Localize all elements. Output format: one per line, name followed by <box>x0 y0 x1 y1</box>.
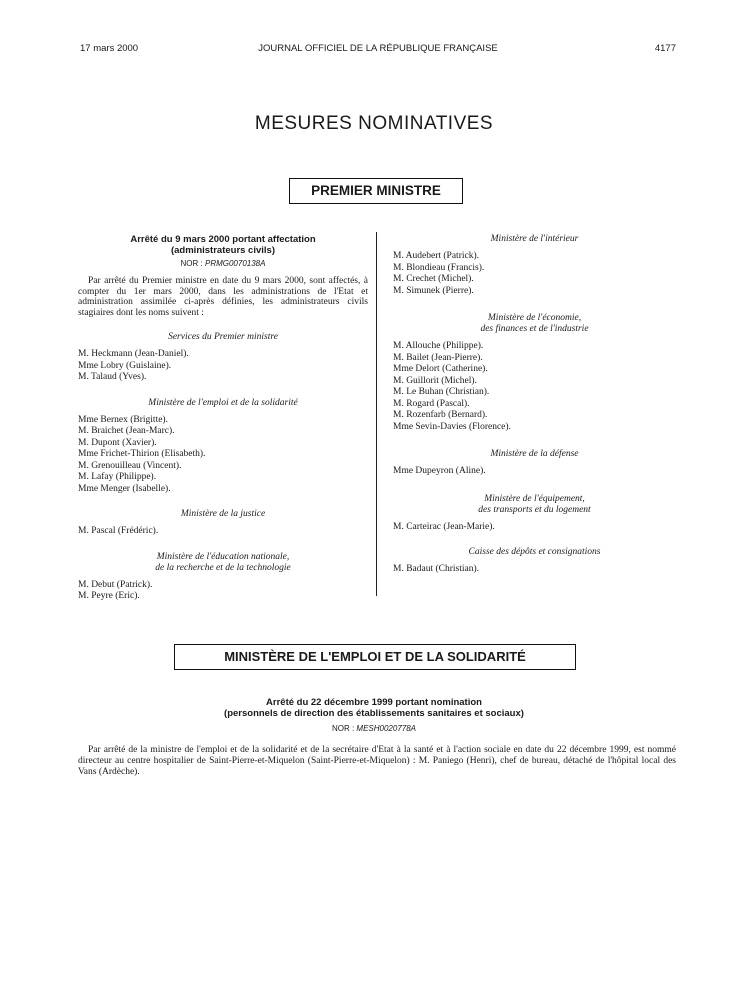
name-list <box>393 466 676 478</box>
name-list <box>393 522 676 534</box>
second-arrete-body: Par arrêté de la ministre de l'emploi et de la solidarité et de la secrétaire d'Etat à la santé et à l'action sociale en date du 22 décembre 1999, est nommé directeur au centre hospitalier de Saint-Pierre-et-Miquelon (Saint-Pierre-et-Miquelon) : M. Paniego (Henri), chef de bureau, détaché de l'hôpital local des Vans (Ardèche). <box>78 745 676 777</box>
name-list <box>78 415 368 496</box>
arrete-title-line-2: (administrateurs civils) <box>170 245 275 256</box>
second-nor-label: NOR : <box>331 724 357 733</box>
name-list <box>393 564 676 576</box>
section-title <box>393 547 676 558</box>
column-divider <box>376 232 377 596</box>
section-title <box>393 449 676 460</box>
list-item: M. Allouche (Philippe). <box>393 341 484 351</box>
nor-code: PRMG0070138A <box>204 259 266 268</box>
list-item: M. Blondieau (Francis). <box>393 262 485 273</box>
header-date: 17 mars 2000 <box>80 43 139 54</box>
arrete-title <box>78 234 368 256</box>
section-title-line: Caisse des dépôts et consignations <box>468 547 601 557</box>
name-list <box>78 526 368 538</box>
section-title-line: Ministère de l'équipement, <box>484 493 585 504</box>
name-list <box>393 341 676 433</box>
arrete-body: Par arrêté du Premier ministre en date du 9 mars 2000, sont affectés, à compter du 1er mars 2000, dans les administrations de l'Etat et administration assimilée ci-après définies, les administrateurs civils stagiaires dont les noms suivent : <box>78 276 368 318</box>
list-item: M. Peyre (Eric). <box>78 591 140 601</box>
list-item: M. Grenouilleau (Vincent). <box>78 460 182 471</box>
list-item: M. Dupont (Xavier). <box>78 437 157 448</box>
section-title <box>78 332 368 343</box>
section-title-line: Ministère de l'intérieur <box>490 234 579 244</box>
arrete-title-line-1: Arrêté du 9 mars 2000 portant affectation <box>130 234 316 245</box>
list-item: M. Carteirac (Jean-Marie). <box>393 521 495 532</box>
list-item: Mme Lobry (Guislaine). <box>78 360 172 371</box>
list-item: M. Pascal (Frédéric). <box>78 526 159 536</box>
nor-label: NOR : <box>180 259 205 268</box>
list-item: M. Crechet (Michel). <box>393 274 474 284</box>
section-title-line: Ministère de l'économie, <box>487 313 582 323</box>
list-item: M. Debut (Patrick). <box>78 579 153 590</box>
section-box-ministere-emploi: MINISTÈRE DE L'EMPLOI ET DE LA SOLIDARITÉ <box>174 644 576 670</box>
section-title <box>78 509 368 520</box>
list-item: M. Bailet (Jean-Pierre). <box>393 352 483 363</box>
section-title-line: Ministère de l'éducation nationale, <box>156 551 290 562</box>
page-title: MESURES NOMINATIVES <box>254 113 494 134</box>
second-arrete-title-line-1: Arrêté du 22 décembre 1999 portant nomination <box>266 697 482 708</box>
list-item: M. Talaud (Yves). <box>78 372 147 382</box>
list-item: M. Lafay (Philippe). <box>78 472 157 482</box>
left-column <box>78 234 368 603</box>
list-item: M. Le Buhan (Christian). <box>393 387 490 397</box>
list-item: Mme Frichet-Thirion (Elisabeth). <box>78 449 206 459</box>
section-title <box>78 398 368 409</box>
list-item: Mme Menger (Isabelle). <box>78 483 171 494</box>
section-title-line: Ministère de la défense <box>490 449 579 459</box>
name-list <box>78 580 368 603</box>
list-item: M. Audebert (Patrick). <box>393 251 480 261</box>
list-item: Mme Delort (Catherine). <box>393 364 488 374</box>
section-title <box>78 552 368 574</box>
second-nor-reference <box>0 724 748 733</box>
second-arrete-title-line-2: (personnels de direction des établissements sanitaires et sociaux) <box>224 708 524 719</box>
section-title-line: des finances et de l'industrie <box>480 324 589 334</box>
name-list <box>78 349 368 384</box>
section-box-premier-ministre: PREMIER MINISTRE <box>289 178 463 204</box>
section-title-line: de la recherche et de la technologie <box>155 562 291 573</box>
left-sections <box>78 332 368 603</box>
list-item: M. Badaut (Christian). <box>393 564 480 574</box>
list-item: M. Rogard (Pascal). <box>393 398 470 409</box>
page-header <box>80 43 676 57</box>
list-item: M. Guillorit (Michel). <box>393 375 477 386</box>
section-title-line: Ministère de l'emploi et de la solidarité <box>148 397 298 408</box>
section-title-line: Services du Premier ministre <box>168 332 278 342</box>
section-title <box>393 234 676 245</box>
second-nor-code: MESH0020778A <box>356 724 417 733</box>
section-title <box>393 313 676 335</box>
nor-reference <box>78 259 368 268</box>
section-title-line: des transports et du logement <box>478 504 591 515</box>
list-item: Mme Sevin-Davies (Florence). <box>393 421 511 432</box>
section-title-line: Ministère de la justice <box>180 509 266 519</box>
list-item: Mme Dupeyron (Aline). <box>393 466 486 476</box>
second-arrete-title <box>0 697 748 719</box>
name-list <box>393 251 676 297</box>
section-title <box>393 494 676 516</box>
header-journal-title: JOURNAL OFFICIEL DE LA RÉPUBLIQUE FRANÇAISE <box>258 43 498 54</box>
right-sections <box>393 234 676 576</box>
header-page-number: 4177 <box>654 43 676 54</box>
list-item: M. Simunek (Pierre). <box>393 285 474 296</box>
list-item: M. Heckmann (Jean-Daniel). <box>78 349 189 359</box>
list-item: M. Rozenfarb (Bernard). <box>393 410 488 420</box>
right-column <box>393 234 676 576</box>
list-item: Mme Bernex (Brigitte). <box>78 414 168 425</box>
list-item: M. Braichet (Jean-Marc). <box>78 426 175 436</box>
